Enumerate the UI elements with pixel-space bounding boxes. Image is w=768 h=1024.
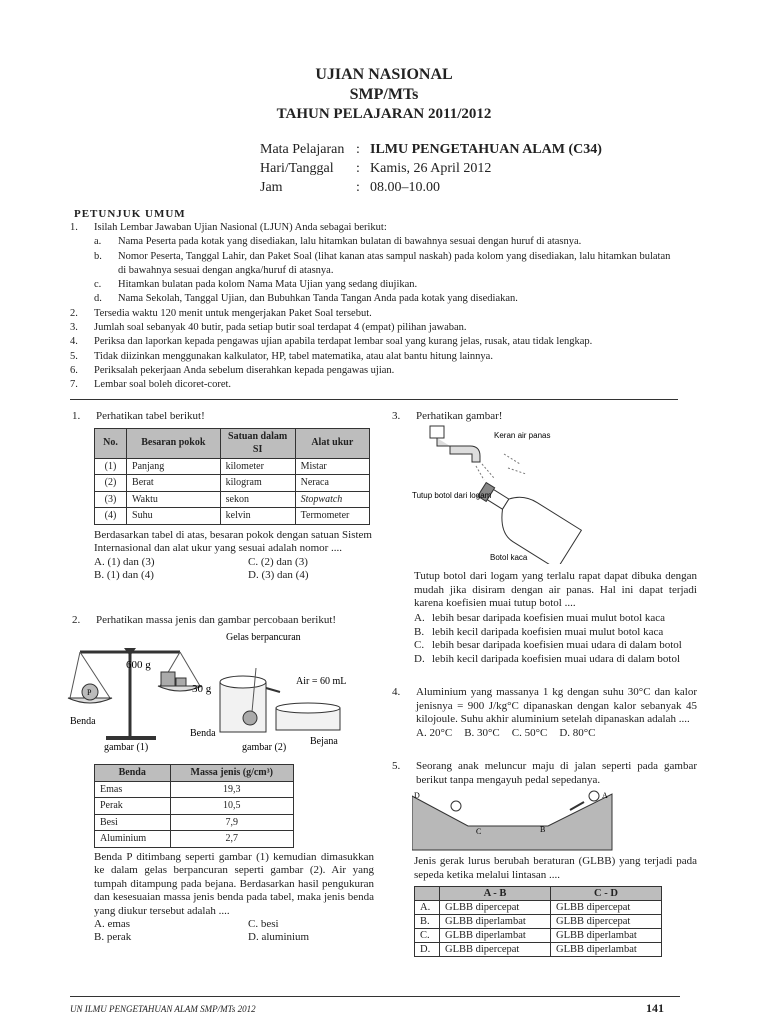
point-b: B (540, 825, 546, 834)
option: C. 50°C (511, 726, 548, 739)
question-1 (72, 410, 372, 582)
question-stem: Perhatikan tabel berikut! (96, 410, 205, 422)
table-header: Besaran pokok (127, 428, 221, 458)
option: C. besi (248, 918, 279, 930)
q2-figure (66, 628, 376, 758)
label-p: P (87, 688, 92, 697)
question-2 (72, 614, 372, 628)
instructions-heading: PETUNJUK UMUM (74, 208, 186, 220)
page-number: 141 (646, 1001, 664, 1015)
info-key: Mata Pelajaran (260, 142, 345, 157)
option: D. 80°C (559, 726, 596, 739)
info-value: Kamis, 26 April 2012 (370, 161, 492, 176)
question-number: 4. (392, 686, 401, 698)
answer-options (94, 556, 372, 582)
instruction-item: 7. Lembar soal boleh dicoret-coret. (70, 379, 232, 391)
question-number: 3. (392, 410, 401, 422)
q5-track-figure (412, 788, 614, 852)
divider (70, 399, 678, 400)
tutup-label: Tutup botol dari logam (412, 491, 492, 500)
table-row: Perak 10,5 (95, 798, 294, 815)
instruction-item: 3. Jumlah soal sebanyak 40 butir, pada setiap butir soal terdapat 4 (empat) pilihan jawaban. (70, 322, 467, 334)
table-header: No. (95, 428, 127, 458)
instruction-item: 4. Periksa dan laporkan kepada pengawas ujian apabila terdapat lembar soal yang kurang jelas, rusak, atau tidak lengkap. (70, 336, 593, 348)
option: D. lebih kecil daripada koefisien muai udara di dalam botol (414, 652, 681, 665)
mass-600-label: 600 g (126, 659, 151, 671)
q3-figure (410, 424, 600, 564)
table-header (415, 887, 440, 901)
gelas-label: Gelas berpancuran (226, 632, 301, 643)
question-text: Aluminium yang massanya 1 kg dengan suhu 30°C dan kalor jenisnya = 900 J/kg°C dipanaskan dengan kalor sebanyak 45 kilojoule. Suhu akhir aluminium setelah dipanaskan adalah .... (416, 686, 697, 725)
instruction-item: 2. Tersedia waktu 120 menit untuk mengerjakan Paket Soal tersebut. (70, 307, 372, 319)
table-row: D. GLBB dipercepat GLBB diperlambat (415, 943, 662, 957)
bejana-label: Bejana (310, 736, 338, 747)
footer-title: UN ILMU PENGETAHUAN ALAM SMP/MTs 2012 (70, 1004, 256, 1014)
option: D. aluminium (248, 931, 310, 943)
footer-divider (70, 996, 680, 997)
option: A. lebih besar daripada koefisien muai mulut botol kaca (414, 612, 666, 624)
benda-label: Benda (70, 716, 96, 727)
question-text: Berdasarkan tabel di atas, besaran pokok dengan satuan Sistem Internasional dan alat ukur yang sesuai adalah nomor .... (94, 528, 372, 554)
benda-2-label: Benda (190, 728, 216, 739)
instruction-item: 1. Isilah Lembar Jawaban Ujian Nasional (LJUN) Anda sebagai berikut: (70, 222, 387, 233)
bicycle-icon (589, 791, 599, 801)
question-stem: Seorang anak meluncur maju di jalan seperti pada gambar berikut tanpa mengayuh pedal sepedanya. (416, 760, 697, 786)
instruction-subitem: d. Nama Sekolah, Tanggal Ujian, dan Bubuhkan Tanda Tangan Anda pada kotak yang disediakan. (94, 293, 518, 305)
q2-table (94, 764, 294, 848)
table-row: (1) Panjang kilometer Mistar (95, 458, 370, 475)
question-stem: Perhatikan gambar! (416, 410, 503, 422)
question-text: Tutup botol dari logam yang terlalu rapat dapat dibuka dengan mudah jika disiram dengan air panas. Hal ini dapat terjadi karena koefisien muai tutup botol .... (414, 570, 697, 609)
info-key: Hari/Tanggal (260, 161, 334, 176)
exam-title: UJIAN NASIONAL (315, 66, 453, 83)
option: A. (1) dan (3) (94, 555, 155, 568)
option: D. (3) dan (4) (248, 568, 309, 581)
table-header: Satuan dalam SI (220, 428, 295, 458)
instruction-item: 5. Tidak diizinkan menggunakan kalkulator, HP, tabel matematika, atau alat bantu hitung lainnya. (70, 350, 493, 362)
option: C. (2) dan (3) (248, 555, 308, 568)
instructions-list (70, 221, 680, 393)
table-row: Aluminium 2,7 (95, 831, 294, 848)
instruction-subitem: a. Nama Peserta pada kotak yang disediakan, lalu hitamkan bulatan di bawahnya sesuai dengan huruf di atasnya. (94, 236, 582, 248)
info-value: ILMU PENGETAHUAN ALAM (C34) (370, 142, 602, 157)
table-header: Benda (95, 765, 171, 782)
info-row-subject: Mata Pelajaran : ILMU PENGETAHUAN ALAM (C34) (260, 142, 602, 157)
table-row: (4) Suhu kelvin Termometer (95, 508, 370, 525)
answer-options (416, 727, 697, 741)
table-row: B. GLBB diperlambat GLBB dipercepat (415, 915, 662, 929)
q1-table (94, 428, 370, 525)
bicycle-icon (451, 801, 461, 811)
figure-2-label: gambar (2) (242, 742, 287, 753)
question-number: 5. (392, 760, 401, 772)
answer-options (414, 612, 697, 666)
exam-level: SMP/MTs (349, 86, 419, 103)
question-text: Jenis gerak lurus berubah beraturan (GLBB) yang terjadi pada sepeda ketika melalui lintasan .... (414, 855, 697, 881)
question-text: Benda P ditimbang seperti gambar (1) kemudian dimasukkan ke dalam gelas berpancuran seperti gambar (2). Air yang tumpah ditampung pada bejana. Berdasarkan hasil pengukuran dan kesesuaian massa jenis benda pada tabel, maka jenis benda yang diukur tersebut adalah .... (94, 850, 374, 917)
table-header: Massa jenis (g/cm³) (170, 765, 294, 782)
exam-year: TAHUN PELAJARAN 2011/2012 (276, 106, 492, 122)
instruction-subitem: b. Nomor Peserta, Tanggal Lahir, dan Paket Soal (lihat kanan atas sampul naskah) pada kolom yang disediakan, lalu hitamkan bulatan di bawahnya sesuai dengan angka/huruf di atasnya. (94, 250, 671, 276)
table-header: C - D (551, 887, 662, 901)
question-3 (392, 410, 692, 424)
table-header: Alat ukur (295, 428, 369, 458)
info-row-date: Hari/Tanggal : Kamis, 26 April 2012 (260, 161, 492, 176)
question-number: 1. (72, 410, 81, 422)
option: B. lebih kecil daripada koefisien muai mulut botol kaca (414, 625, 664, 638)
table-row: Besi 7,9 (95, 814, 294, 831)
option: A. 20°C (416, 726, 453, 739)
option: B. (1) dan (4) (94, 568, 154, 581)
question-4 (392, 686, 697, 740)
question-5 (392, 760, 697, 787)
point-c: C (476, 827, 482, 836)
instruction-subitem: c. Hitamkan bulatan pada kolom Nama Mata Ujian yang sedang diujikan. (94, 279, 418, 291)
info-row-time: Jam : 08.00–10.00 (260, 180, 440, 195)
option: B. 30°C (464, 726, 500, 739)
figure-1-label: gambar (1) (104, 742, 149, 753)
table-row: A. GLBB dipercepat GLBB dipercepat (415, 901, 662, 915)
question-2-body (94, 764, 374, 944)
info-key: Jam (260, 180, 283, 195)
exam-info (260, 140, 602, 197)
point-d: D (414, 791, 420, 800)
question-number: 2. (72, 614, 81, 626)
table-row: (2) Berat kilogram Neraca (95, 475, 370, 492)
info-value: 08.00–10.00 (370, 180, 440, 195)
keran-label: Keran air panas (494, 431, 551, 440)
table-row: (3) Waktu sekon Stopwatch (95, 491, 370, 508)
option: B. perak (94, 931, 132, 943)
air-label: Air = 60 mL (296, 676, 347, 687)
option: C. lebih besar daripada koefisien muai udara di dalam botol (414, 639, 682, 651)
point-a: A (602, 791, 608, 800)
table-row: C. GLBB diperlambat GLBB diperlambat (415, 929, 662, 943)
table-header: A - B (440, 887, 551, 901)
botol-label: Botol kaca (490, 553, 528, 562)
q5-table (414, 886, 662, 957)
mass-30-label: 30 g (192, 683, 212, 695)
question-stem: Perhatikan massa jenis dan gambar percobaan berikut! (96, 614, 337, 626)
answer-options (94, 918, 374, 944)
table-row: Emas 19,3 (95, 781, 294, 798)
option: A. emas (94, 918, 131, 930)
instruction-item: 6. Periksalah pekerjaan Anda sebelum diserahkan kepada pengawas ujian. (70, 364, 395, 376)
